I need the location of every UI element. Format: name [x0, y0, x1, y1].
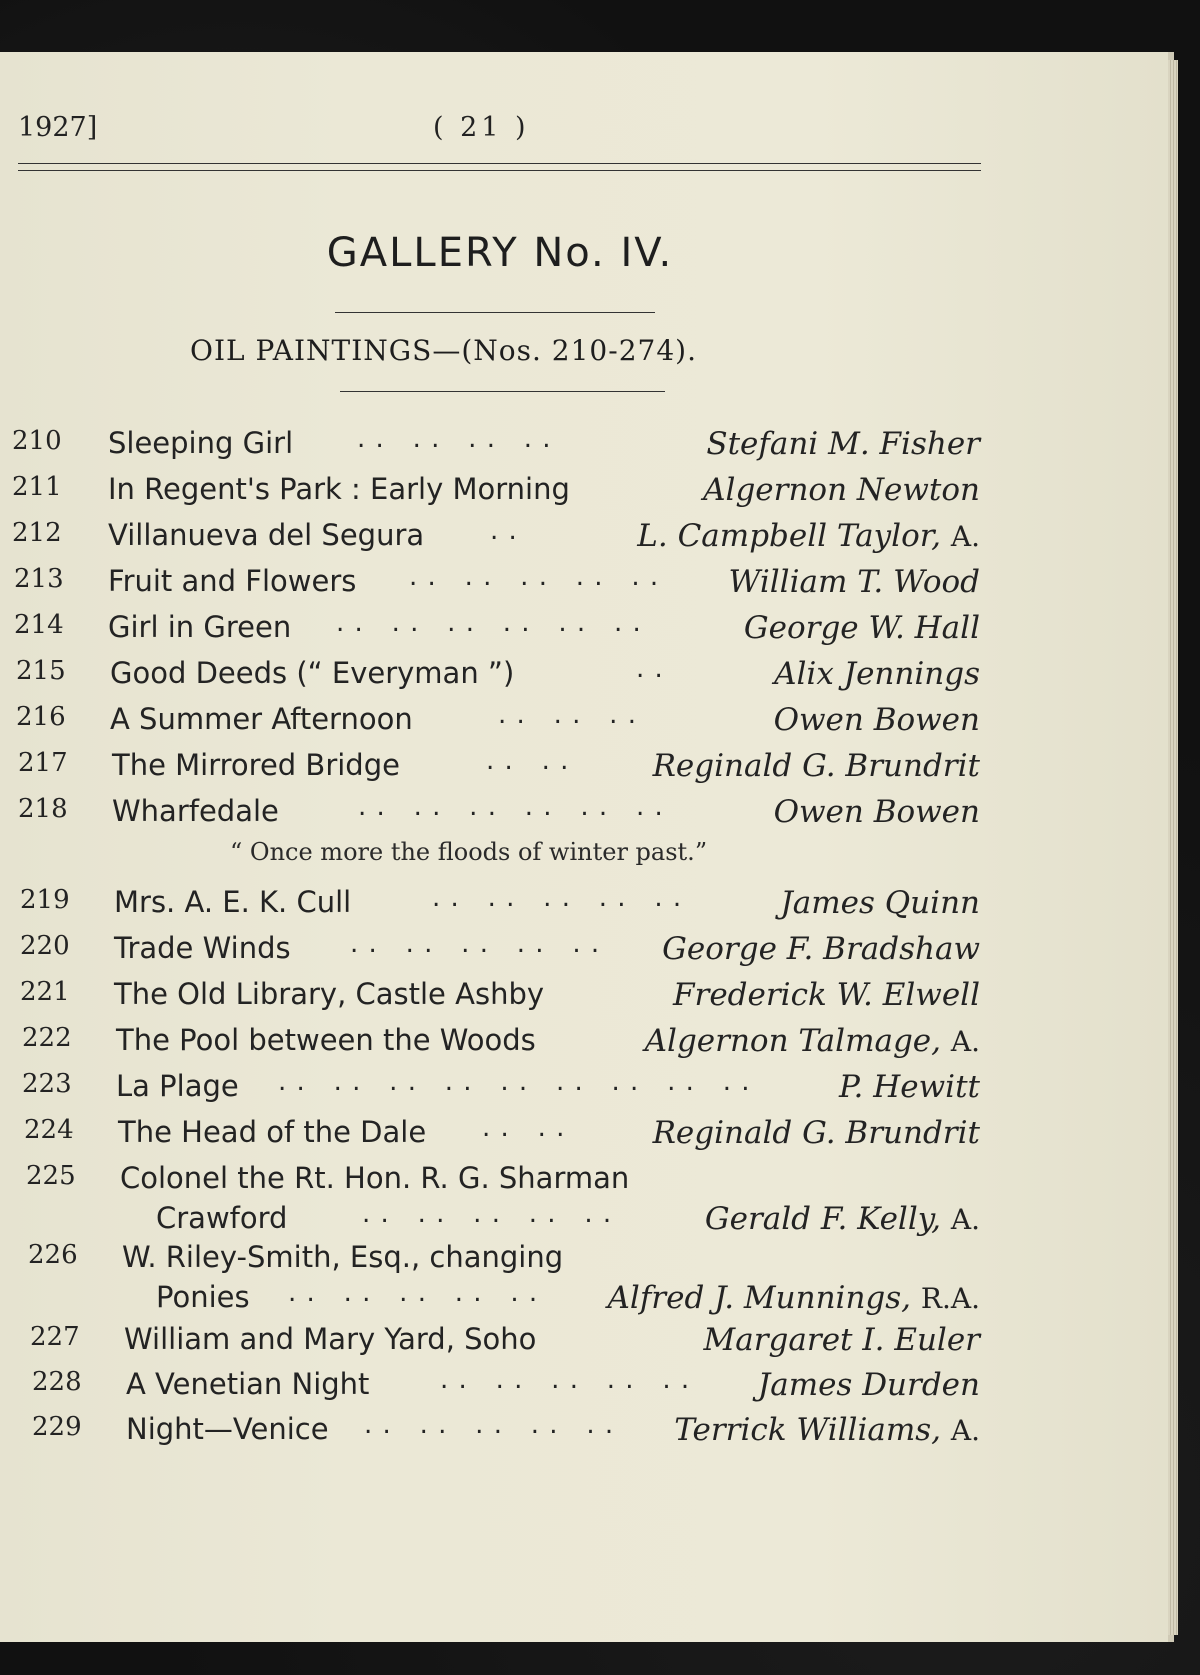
- entry-artist: L. Campbell Taylor, A.: [637, 518, 980, 554]
- entry-number: 211: [12, 472, 62, 502]
- entry-row: [26, 1161, 980, 1201]
- section-subtitle: OIL PAINTINGS—(Nos. 210-274).: [190, 334, 697, 367]
- entry-artist: Frederick W. Elwell: [672, 977, 980, 1013]
- entry-number: 224: [24, 1115, 74, 1145]
- page-number: ( 21 ): [433, 112, 530, 143]
- leader-dots: . . . . . . . . . .: [440, 1365, 691, 1395]
- leader-dots: . .: [636, 654, 664, 684]
- entry-row: [24, 1115, 980, 1155]
- entry-artist: Owen Bowen: [773, 702, 980, 738]
- entry-number: 213: [14, 564, 64, 594]
- entry-row: [12, 518, 980, 558]
- entry-number: 229: [32, 1412, 82, 1442]
- entry-number: 226: [28, 1240, 78, 1270]
- leader-dots: . . . . . . . .: [357, 424, 552, 454]
- leader-dots: . . . . . .: [498, 700, 637, 730]
- entry-number: 216: [16, 702, 66, 732]
- entry-number: 220: [20, 931, 70, 961]
- entry-artist: Alix Jennings: [774, 656, 980, 692]
- entry-title: Wharfedale: [112, 794, 279, 828]
- entry-row: [22, 1069, 980, 1109]
- entry-number: 223: [22, 1069, 72, 1099]
- entry-title-continued: Crawford: [156, 1201, 288, 1235]
- entry-number: 218: [18, 794, 68, 824]
- entry-number: 212: [12, 518, 62, 548]
- year-label: 1927]: [18, 112, 98, 143]
- entry-title: The Pool between the Woods: [116, 1023, 536, 1057]
- leader-dots: . . . . . . . . . .: [364, 1410, 615, 1440]
- entry-row: [20, 885, 980, 925]
- leader-dots: . . . . . . . . . .: [362, 1199, 613, 1229]
- leader-dots: . . . . . . . . . .: [432, 883, 683, 913]
- entry-title: Sleeping Girl: [108, 426, 294, 460]
- entry-artist: Algernon Talmage, A.: [644, 1023, 980, 1059]
- entry-quotation: “ Once more the floods of winter past.”: [230, 838, 708, 866]
- entry-title: Mrs. A. E. K. Cull: [114, 885, 352, 919]
- entry-number: 217: [18, 748, 68, 778]
- entry-title: In Regent's Park : Early Morning: [108, 472, 570, 506]
- entry-artist: P. Hewitt: [838, 1069, 980, 1105]
- entry-row: [18, 794, 980, 834]
- entry-artist: George F. Bradshaw: [662, 931, 980, 967]
- entry-artist: Stefani M. Fisher: [706, 426, 980, 462]
- entry-title: The Mirrored Bridge: [112, 748, 400, 782]
- entry-row: [20, 931, 980, 971]
- entry-row: [14, 610, 980, 650]
- leader-dots: . . . . . . . . . . . . . . . . . .: [278, 1067, 751, 1097]
- entry-number: 225: [26, 1161, 76, 1191]
- entry-title: Good Deeds (“ Everyman ”): [110, 656, 515, 690]
- leader-dots: . . . . . . . . . . . .: [358, 792, 664, 822]
- entry-row: [20, 977, 980, 1017]
- entry-title: Trade Winds: [114, 931, 291, 965]
- entry-title: Colonel the Rt. Hon. R. G. Sharman: [120, 1161, 630, 1195]
- entry-artist: William T. Wood: [728, 564, 980, 600]
- entry-artist: Gerald F. Kelly, A.: [704, 1201, 980, 1237]
- entry-artist: Reginald G. Brundrit: [652, 1115, 980, 1151]
- entry-row-continuation: [28, 1280, 980, 1320]
- entry-title: W. Riley-Smith, Esq., changing: [122, 1240, 564, 1274]
- entry-row: [30, 1322, 980, 1362]
- entry-number: 214: [14, 610, 64, 640]
- entry-artist: Margaret I. Euler: [703, 1322, 980, 1358]
- entry-number: 222: [22, 1023, 72, 1053]
- entry-title: Villanueva del Segura: [108, 518, 425, 552]
- entry-number: 227: [30, 1322, 80, 1352]
- entry-artist: Owen Bowen: [773, 794, 980, 830]
- entry-artist: Algernon Newton: [703, 472, 980, 508]
- leader-dots: . .: [490, 516, 518, 546]
- entry-row: [28, 1240, 980, 1280]
- entry-title-continued: Ponies: [156, 1280, 250, 1314]
- entry-artist: Reginald G. Brundrit: [652, 748, 980, 784]
- entry-artist: Alfred J. Munnings, R.A.: [607, 1280, 980, 1316]
- entry-row: [16, 656, 980, 696]
- entry-row: [32, 1412, 980, 1452]
- entry-number: 221: [20, 977, 70, 1007]
- entry-title: Fruit and Flowers: [108, 564, 357, 598]
- entry-number: 215: [16, 656, 66, 686]
- entry-title: A Venetian Night: [126, 1367, 370, 1401]
- leader-dots: . . . . . . . . . .: [288, 1278, 539, 1308]
- leader-dots: . . . .: [482, 1113, 566, 1143]
- entry-title: William and Mary Yard, Soho: [124, 1322, 537, 1356]
- entry-artist: Terrick Williams, A.: [674, 1412, 980, 1448]
- leader-dots: . . . .: [486, 746, 570, 776]
- entry-title: Girl in Green: [108, 610, 292, 644]
- leader-dots: . . . . . . . . . .: [350, 929, 601, 959]
- entry-title: The Old Library, Castle Ashby: [114, 977, 545, 1011]
- leader-dots: . . . . . . . . . . . .: [336, 608, 642, 638]
- page-edge: [1168, 60, 1178, 1635]
- leader-dots: . . . . . . . . . .: [409, 562, 660, 592]
- entry-number: 210: [12, 426, 62, 456]
- entry-number: 219: [20, 885, 70, 915]
- entry-artist: George W. Hall: [743, 610, 980, 646]
- entry-row: [18, 748, 980, 788]
- entry-row-continuation: [26, 1201, 980, 1241]
- entry-row: [12, 426, 980, 466]
- entry-title: The Head of the Dale: [118, 1115, 427, 1149]
- entry-title: Night—Venice: [126, 1412, 329, 1446]
- entry-title: A Summer Afternoon: [110, 702, 413, 736]
- gallery-title: GALLERY No. IV.: [326, 230, 674, 276]
- entry-row: [16, 702, 980, 742]
- entry-row: [22, 1023, 980, 1063]
- entry-title: La Plage: [116, 1069, 239, 1103]
- entry-row: [14, 564, 980, 604]
- entry-artist: James Durden: [757, 1367, 980, 1403]
- entry-number: 228: [32, 1367, 82, 1397]
- entry-row: [12, 472, 980, 512]
- entry-row: [32, 1367, 980, 1407]
- entry-artist: James Quinn: [780, 885, 980, 921]
